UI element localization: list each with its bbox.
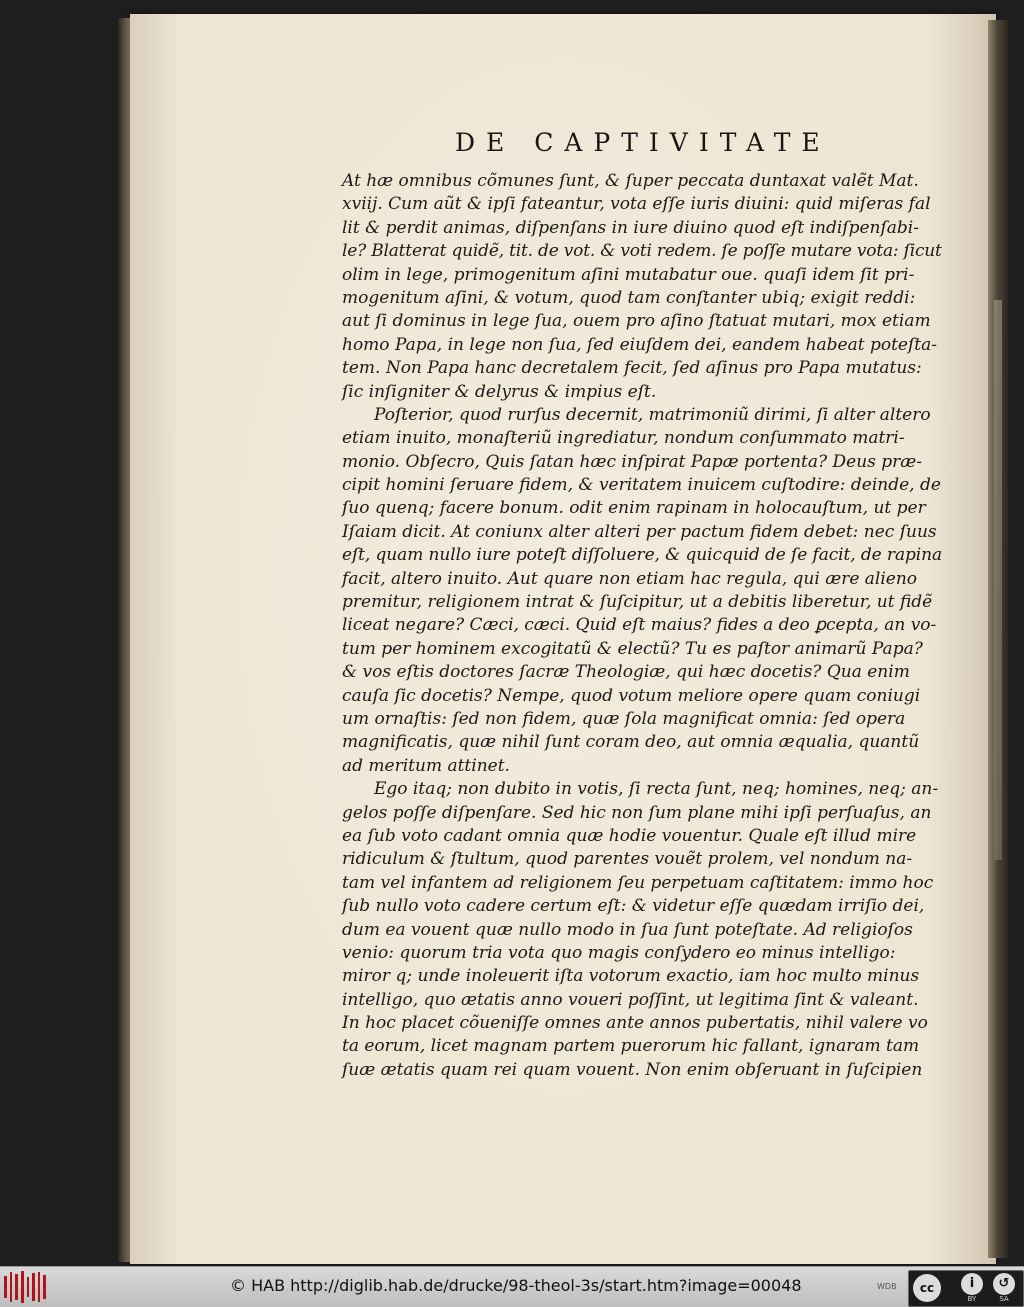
text-line: Ego itaq; non dubito in votis, ſi recta ſunt, neq; homines, neq; an-	[374, 779, 939, 800]
text-line: magnificatis, quæ nihil ſunt coram deo, aut omnia æqualia, quantũ	[342, 732, 920, 753]
text-line: mogenitum aſini, & votum, quod tam conſtanter ubiq; exigit reddi:	[342, 287, 916, 308]
text-line: venio: quorum tria vota quo magis conſydero eo minus intelligo:	[342, 942, 896, 963]
copyright-url[interactable]: © HAB http://diglib.hab.de/drucke/98-theol-3s/start.htm?image=00048	[230, 1276, 802, 1295]
text-line: ridiculum & ſtultum, quod parentes vouẽt prolem, vel nondum na-	[342, 849, 913, 870]
text-line: Iſaiam dicit. At coniunx alter alteri per pactum fidem debet: nec ſuus	[342, 521, 937, 542]
text-line: ad meritum attinet.	[342, 755, 510, 776]
cc-icon: cc	[913, 1274, 941, 1302]
text-line: ſuæ ætatis quam rei quam vouent. Non enim obſeruant in ſuſcipien	[342, 1059, 923, 1080]
text-line: cauſa ſic docetis? Nempe, quod votum meliore opere quam coniugi	[342, 685, 921, 706]
attribution-icon: i	[961, 1273, 983, 1295]
hab-logo-icon[interactable]	[4, 1271, 46, 1303]
text-line: tum per hominem excogitatũ & electũ? Tu es paſtor animarũ Papa?	[342, 638, 923, 659]
text-line: ea ſub voto cadant omnia quæ hodie vouentur. Quale eſt illud mire	[342, 825, 917, 846]
text-line: ſic inſigniter & delyrus & impius eſt.	[342, 381, 657, 402]
text-line: dum ea vouent quæ nullo modo in ſua ſunt poteſtate. Ad religioſos	[342, 919, 913, 940]
text-line: cipit homini ſeruare fidem, & veritatem inuicem cuſtodire: deinde, de	[342, 475, 941, 496]
text-line: tem. Non Papa hanc decretalem fecit, ſed aſinus pro Papa mutatus:	[342, 358, 922, 379]
text-line: In hoc placet cõueniſſe omnes ante annos pubertatis, nihil valere vo	[342, 1013, 928, 1034]
text-line: ta eorum, licet magnam partem puerorum hic fallant, ignaram tam	[342, 1036, 920, 1057]
text-line: eſt, quam nullo iure poteſt diſſoluere, & quicquid de ſe facit, de rapina	[342, 545, 943, 566]
text-line: & vos eſtis doctores ſacræ Theologiæ, qui hæc docetis? Qua enim	[342, 662, 910, 683]
text-line: premitur, religionem intrat & ſuſcipitur, ut a debitis liberetur, ut fidẽ	[342, 592, 933, 613]
text-line: le? Blatterat quidẽ, tit. de vot. & voti redem. ſe poſſe mutare vota: ſicut	[342, 241, 942, 262]
text-line: miror q; unde inoleuerit iſta votorum exactio, iam hoc multo minus	[342, 966, 920, 987]
sa-label: SA	[999, 1295, 1009, 1303]
text-line: ſuo quenq; facere bonum. odit enim rapinam in holocauſtum, ut per	[342, 498, 926, 519]
share-alike-icon: ↺	[993, 1273, 1015, 1295]
text-line: gelos poſſe diſpenſare. Sed hic non ſum plane mihi ipſi perſuaſus, an	[342, 802, 932, 823]
body-text	[342, 170, 942, 1082]
footer-bar	[0, 1266, 1024, 1307]
text-line: etiam inuito, monaſteriũ ingrediatur, nondum conſummato matri-	[342, 428, 905, 449]
text-line: lit & perdit animas, diſpenſans in iure diuino quod eſt indiſpenſabi-	[342, 217, 919, 238]
text-line: homo Papa, in lege non ſua, ſed eiuſdem dei, eandem habeat poteſta-	[342, 334, 937, 355]
text-line: aut ſi dominus in lege ſua, ouem pro aſino ſtatuat mutari, mox etiam	[342, 311, 931, 332]
text-line: olim in lege, primogenitum aſini mutabatur oue. quaſi idem ſit pri-	[342, 264, 915, 285]
text-line: um ornaſtis: ſed non fidem, quæ ſola magnificat omnia: ſed opera	[342, 708, 906, 729]
wdb-mark: WDB	[877, 1282, 897, 1291]
text-line: tam vel infantem ad religionem ſeu perpetuam caſtitatem: immo hoc	[342, 872, 934, 893]
page-stack-shadow	[994, 300, 1002, 860]
text-line: xviij. Cum aũt & ipſi fateantur, vota eſſe iuris diuini: quid miſeras fal	[342, 194, 931, 215]
text-line: ſub nullo voto cadere certum eſt: & videtur eſſe quædam irriſio dei,	[342, 896, 925, 917]
cc-license-badge[interactable]	[908, 1270, 1024, 1307]
running-head: DE CAPTIVITATE	[455, 128, 831, 157]
text-line: Poſterior, quod rurſus decernit, matrimoniũ dirimi, ſi alter altero	[374, 404, 931, 425]
text-line: intelligo, quo ætatis anno voueri poſſint, ut legitima ſint & valeant.	[342, 989, 919, 1010]
text-line: At hæ omnibus cõmunes ſunt, & ſuper peccata duntaxat valẽt Mat.	[342, 171, 919, 191]
text-line: facit, altero inuito. Aut quare non etiam hac regula, qui ære alieno	[342, 568, 918, 589]
by-label: BY	[967, 1295, 977, 1303]
text-line: monio. Obſecro, Quis ſatan hæc inſpirat Papæ portenta? Deus præ-	[342, 451, 923, 472]
text-line: liceat negare? Cæci, cæci. Quid eſt maius? fides a deo ꝑcepta, an vo-	[342, 615, 937, 636]
